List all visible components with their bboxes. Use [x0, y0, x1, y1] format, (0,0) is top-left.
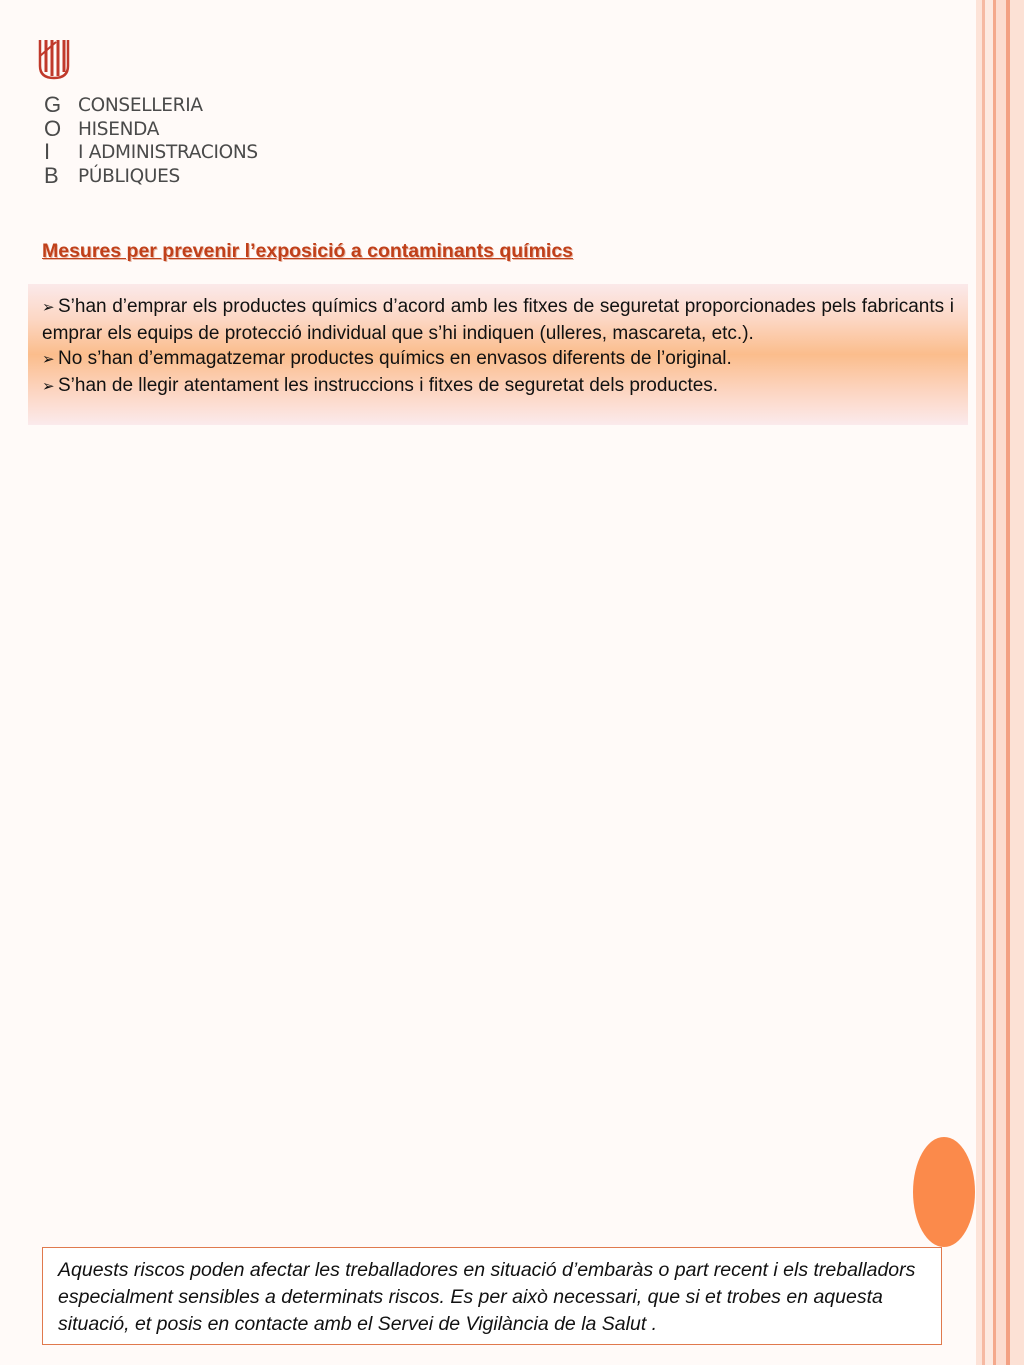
section-heading: Mesures per prevenir l’exposició a contaminants químics	[42, 240, 574, 262]
logo-letter: I	[44, 139, 51, 164]
arrow-bullet-icon: ➢	[42, 351, 55, 368]
list-item-text: No s’han d’emmagatzemar productes químics en envasos diferents de l’original.	[58, 348, 732, 369]
notice-box	[42, 1247, 942, 1345]
logo-line: CONSELLERIA	[78, 95, 203, 116]
decorative-oval	[913, 1137, 975, 1247]
logo-line: I ADMINISTRACIONS	[78, 142, 258, 163]
logo-letters	[44, 93, 61, 187]
logo-department-name	[78, 94, 258, 188]
logo-letter: G	[44, 92, 62, 117]
list-item-text: S’han de llegir atentament les instruccions i fitxes de seguretat dels productes.	[58, 374, 719, 396]
logo-letter: B	[44, 162, 59, 188]
logo-line: HISENDA	[78, 118, 160, 140]
decorative-stripes	[976, 0, 1024, 1365]
list-item	[42, 373, 954, 400]
list-item	[42, 346, 954, 373]
list-item	[42, 294, 954, 346]
goib-logo	[38, 38, 298, 218]
arrow-bullet-icon: ➢	[42, 299, 55, 316]
arrow-bullet-icon: ➢	[42, 377, 55, 395]
slash-mark-icon	[38, 38, 58, 58]
logo-line: PÚBLIQUES	[78, 165, 180, 187]
list-item-text: S’han d’emprar els productes químics d’acord amb les fitxes de seguretat proporcionades pels fabricants i emprar els equips de protecció individual que s’hi indiquen (ulleres, mascareta, etc.).	[42, 296, 954, 344]
logo-letter: O	[44, 115, 62, 141]
measures-list	[42, 294, 954, 399]
measures-box	[28, 284, 968, 425]
notice-text: Aquests riscos poden afectar les treballadores en situació d’embaràs o part recent i els treballadors especialment sensibles a determinats riscos. Es per això necessari, que si et trobes en aquesta situació, et posis en contacte amb el Servei de Vigilància de la Salut .	[58, 1259, 916, 1335]
